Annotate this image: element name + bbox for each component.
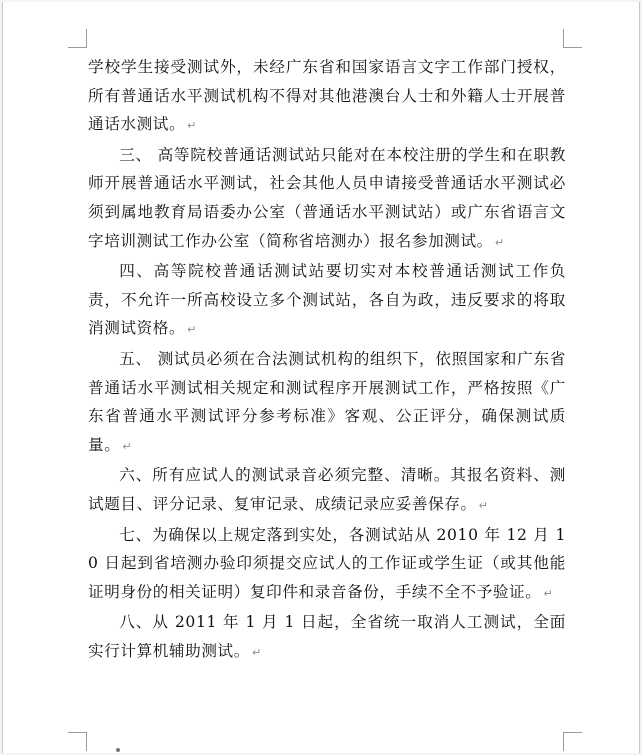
paragraph-mark-icon: ↵: [187, 119, 197, 133]
paragraph-3: 四、高等院校普通话测试站要切实对本校普通话测试工作负责，不允许一所高校设立多个测试站，各自为政，违反要求的将取消测试资格。 ↵: [88, 262, 566, 338]
document-body[interactable]: [88, 53, 566, 667]
paragraph-mark-icon: ↵: [478, 498, 489, 512]
paragraph-mark-icon: ↵: [543, 586, 554, 600]
paragraph-2: 三、 高等院校普通话测试站只能对在本校注册的学生和在职教师开展普通话水平测试，社会其他人员申请接受普通话水平测试必须到属地教育局语委办公室（普通话水平测试站）或广东省语言文字培训测试工作办公室（简称省培测办）报名参加测试。 ↵: [88, 145, 566, 250]
paragraph-5: 六、所有应试人的测试录音必须完整、清晰。其报名资料、测试题目、评分记录、复审记录、成绩记录应妥善保存。 ↵: [88, 466, 566, 513]
paragraph-mark-icon: ↵: [187, 323, 197, 337]
paragraph-6: 七、为确保以上规定落到实处，各测试站从 2010 年 12 月 10 日起到省培测办验印须提交应试人的工作证或学生证（或其他能证明身份的相关证明）复印件和录音备份，手续不全不予验证。 ↵: [88, 525, 566, 601]
bottom-left-margin-marker: [68, 732, 87, 751]
paragraph-mark-icon: ↵: [251, 645, 262, 659]
paragraph-mark-icon: ↵: [494, 235, 505, 249]
document-page: [2, 2, 640, 753]
bottom-right-margin-marker: [563, 732, 582, 751]
top-left-margin-marker: [68, 29, 87, 48]
paragraph-1: 学校学生接受测试外，未经广东省和国家语言文字工作部门授权，所有普通话水平测试机构不得对其他港澳台人士和外籍人士开展普通话水测试。 ↵: [88, 58, 566, 134]
paragraph-mark-icon: ↵: [122, 439, 133, 453]
top-right-margin-marker: [563, 29, 582, 48]
paragraph-4: 五、 测试员必须在合法测试机构的组织下，依照国家和广东省普通话水平测试相关规定和测试程序开展测试工作，严格按照《广东省普通水平测试评分参考标准》客观、公正评分，确保测试质量。 ↵: [88, 349, 566, 454]
paragraph-7: 八、从 2011 年 1 月 1 日起，全省统一取消人工测试，全面实行计算机辅助测试。 ↵: [88, 613, 566, 660]
next-page-dot: [116, 748, 120, 752]
